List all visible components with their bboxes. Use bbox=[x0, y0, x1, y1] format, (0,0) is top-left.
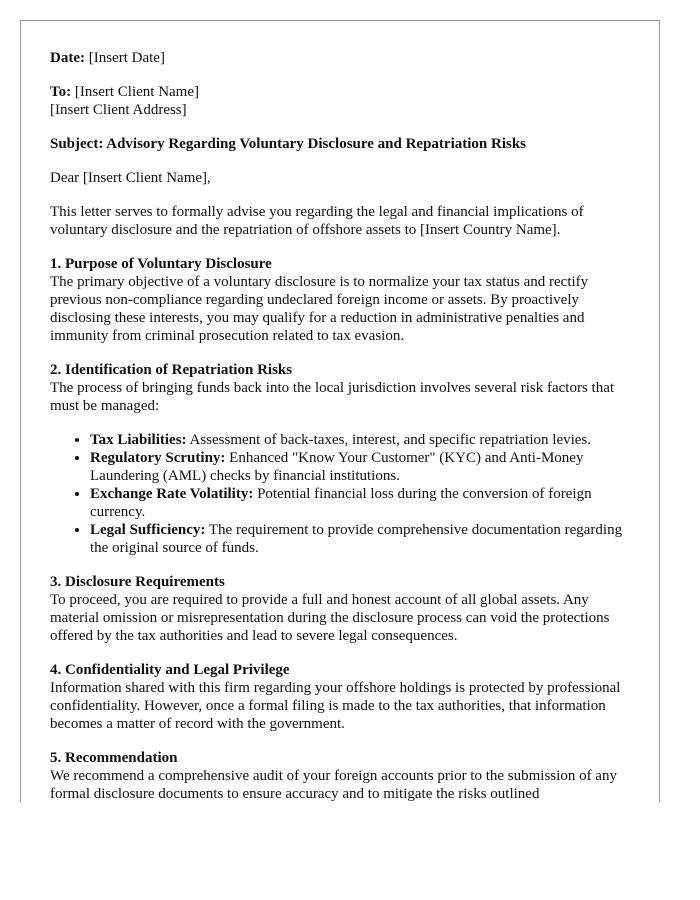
to-label: To: bbox=[50, 84, 72, 100]
letter-page bbox=[20, 20, 660, 802]
letter-content bbox=[50, 49, 640, 802]
section-title-requirements: 3. Disclosure Requirements bbox=[50, 574, 225, 590]
salutation: Dear [Insert Client Name], bbox=[50, 170, 211, 186]
section-title-purpose: 1. Purpose of Voluntary Disclosure bbox=[50, 256, 272, 272]
client-name: [Insert Client Name] bbox=[74, 84, 199, 100]
section-title-confidentiality: 4. Confidentiality and Legal Privilege bbox=[50, 662, 290, 678]
section-body-confidentiality: Information shared with this firm regarding your offshore holdings is protected by professional confidentiality. However, once a formal filing is made to the tax authorities, that information becomes a matter of record with the government. bbox=[50, 680, 621, 732]
risk-text: Assessment of back-taxes, interest, and specific repatriation levies. bbox=[186, 432, 592, 448]
risk-term: Exchange Rate Volatility: bbox=[90, 486, 254, 502]
risk-item bbox=[90, 431, 640, 449]
section-body-purpose: The primary objective of a voluntary disclosure is to normalize your tax status and rectify previous non-compliance regarding undeclared foreign income or assets. By proactively disclosing these interests, you may qualify for a reduction in administrative penalties and immunity from criminal prosecution related to tax evasion. bbox=[50, 274, 589, 344]
risk-term: Legal Sufficiency: bbox=[90, 522, 206, 538]
risk-list bbox=[50, 431, 640, 557]
section-title-risks: 2. Identification of Repatriation Risks bbox=[50, 362, 293, 378]
risk-text: The requirement to provide comprehensive documentation regarding the original source of funds. bbox=[90, 522, 623, 556]
date-label: Date: bbox=[50, 50, 85, 66]
risk-item bbox=[90, 485, 640, 521]
section-body-risks: The process of bringing funds back into the local jurisdiction involves several risk factors that must be managed: bbox=[50, 380, 615, 414]
client-address: [Insert Client Address] bbox=[50, 102, 187, 118]
section-title-recommendation: 5. Recommendation bbox=[50, 750, 178, 766]
risk-item bbox=[90, 521, 640, 557]
risk-text: Enhanced "Know Your Customer" (KYC) and Anti-Money Laundering (AML) checks by financial institutions. bbox=[90, 450, 584, 484]
risk-term: Regulatory Scrutiny: bbox=[90, 450, 226, 466]
risk-item bbox=[90, 449, 640, 485]
intro-paragraph: This letter serves to formally advise you regarding the legal and financial implications of voluntary disclosure and the repatriation of offshore assets to [Insert Country Name]. bbox=[50, 204, 584, 238]
to-line bbox=[50, 83, 640, 101]
risk-text: Potential financial loss during the conversion of foreign currency. bbox=[90, 486, 592, 520]
date-value: [Insert Date] bbox=[88, 50, 165, 66]
section-body-requirements: To proceed, you are required to provide a full and honest account of all global assets. Any material omission or misrepresentation during the disclosure process can void the protections offered by the tax authorities and lead to severe legal consequences. bbox=[50, 592, 610, 644]
subject-line: Subject: Advisory Regarding Voluntary Disclosure and Repatriation Risks bbox=[50, 136, 527, 152]
risk-term: Tax Liabilities: bbox=[90, 432, 187, 448]
date-line bbox=[50, 49, 640, 67]
section-body-recommendation: We recommend a comprehensive audit of your foreign accounts prior to the submission of any formal disclosure documents to ensure accuracy and to mitigate the risks outlined bbox=[50, 768, 617, 802]
